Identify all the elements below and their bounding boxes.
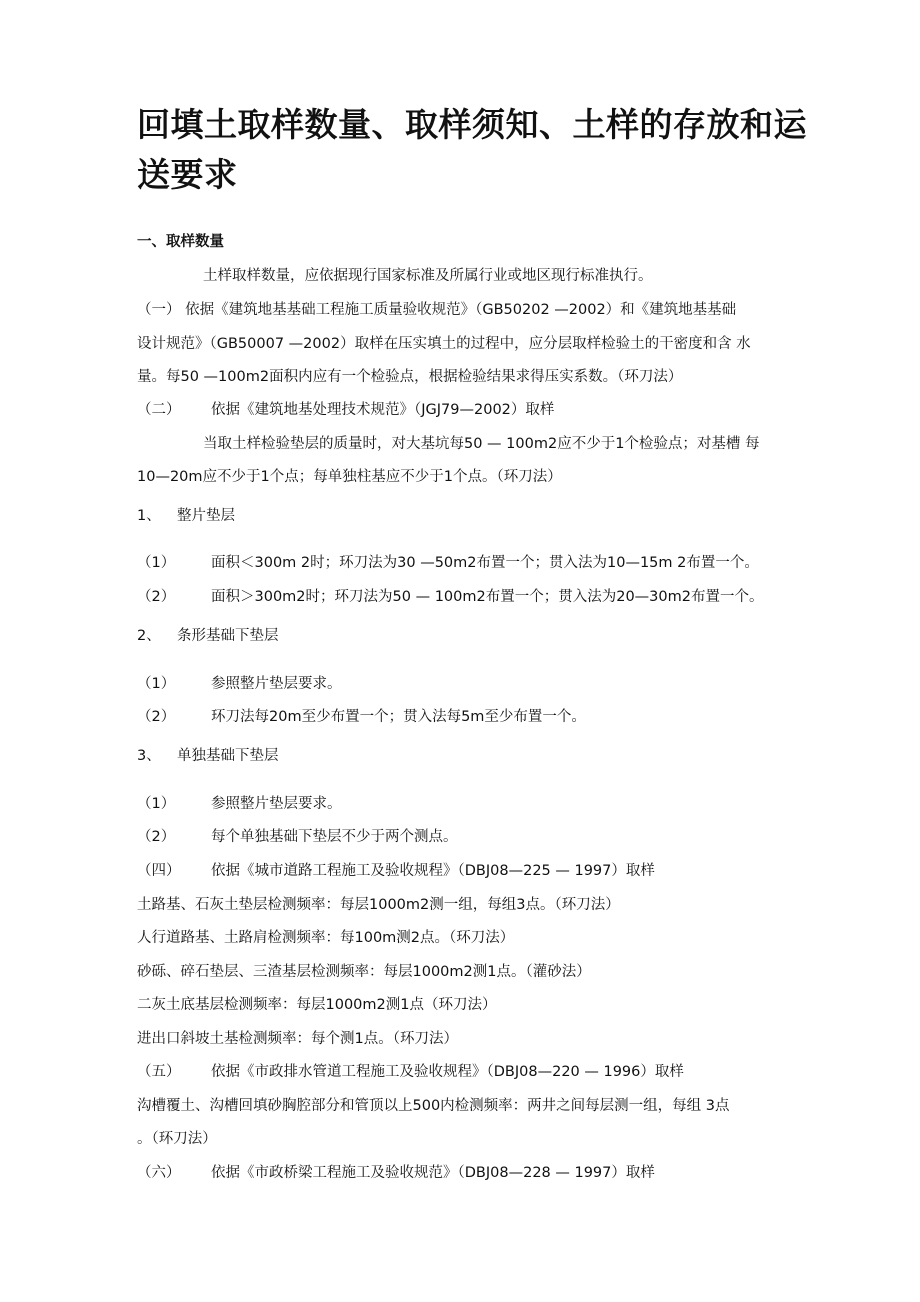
list-text: 每个单独基础下垫层不少于两个测点。	[211, 829, 458, 845]
list-item	[137, 1163, 655, 1183]
list-marker: 3、	[137, 748, 161, 764]
list-marker: （2）	[137, 829, 176, 845]
subheading	[137, 506, 235, 526]
subheading	[137, 746, 279, 766]
list-item	[137, 400, 554, 420]
list-item	[137, 861, 655, 881]
list-text: 依据《城市道路工程施工及验收规程》（DBJ08—225 — 1997）取样	[211, 863, 655, 879]
paragraph: 。（环刀法）	[137, 1131, 217, 1147]
list-text: 环刀法每20m至少布置一个；贯入法每5m至少布置一个。	[211, 709, 586, 725]
list-text: 参照整片垫层要求。	[211, 676, 342, 692]
paragraph: 沟槽覆土、沟槽回填砂胸腔部分和管顶以上500内检测频率：两井之间每层测一组，每组 3点	[137, 1098, 730, 1114]
list-text: 面积＞300m2时；环刀法为50 — 100m2布置一个；贯入法为20—30m2布置一个。	[211, 589, 764, 605]
list-text: 单独基础下垫层	[177, 748, 279, 764]
list-marker: 1、	[137, 508, 161, 524]
list-marker: （五）	[137, 1064, 181, 1080]
list-marker: （1）	[137, 555, 176, 571]
paragraph: 人行道路基、土路肩检测频率：每100m测2点。（环刀法）	[137, 930, 515, 946]
list-marker: （六）	[137, 1165, 181, 1181]
paragraph: 二灰土底基层检测频率：每层1000m2测1点（环刀法）	[137, 997, 497, 1013]
title-line-1: 回填土取样数量、取样须知、土样的存放和运	[137, 105, 807, 144]
page-title	[137, 100, 837, 200]
list-item	[137, 1062, 684, 1082]
list-text: 条形基础下垫层	[177, 628, 279, 644]
list-marker: （2）	[137, 709, 176, 725]
section-heading: 一、取样数量	[137, 234, 224, 250]
list-item	[137, 794, 342, 814]
list-item	[137, 553, 759, 573]
list-item	[137, 587, 763, 607]
paragraph: （一） 依据《建筑地基基础工程施工质量验收规范》（GB50202 —2002）和《建筑地基基础	[137, 302, 737, 318]
title-line-2: 送要求	[137, 155, 238, 194]
list-item	[137, 707, 586, 727]
list-text: 依据《市政桥梁工程施工及验收规范》（DBJ08—228 — 1997）取样	[211, 1165, 655, 1181]
list-marker: 2、	[137, 628, 161, 644]
paragraph: 设计规范》（GB50007 —2002）取样在压实填土的过程中，应分层取样检验土的干密度和含 水	[137, 336, 751, 352]
list-marker: （二）	[137, 402, 181, 418]
paragraph: 土路基、石灰土垫层检测频率：每层1000m2测一组，每组3点。（环刀法）	[137, 897, 620, 913]
list-text: 依据《建筑地基处理技术规范》（JGJ79—2002）取样	[211, 402, 555, 418]
list-text: 参照整片垫层要求。	[211, 796, 342, 812]
list-item	[137, 827, 458, 847]
list-marker: （2）	[137, 589, 176, 605]
list-item	[137, 674, 342, 694]
list-text: 面积＜300m 2时；环刀法为30 —50m2布置一个；贯入法为10—15m 2布置一个。	[211, 555, 759, 571]
list-marker: （1）	[137, 796, 176, 812]
list-marker: （四）	[137, 863, 181, 879]
list-marker: （1）	[137, 676, 176, 692]
subheading	[137, 626, 279, 646]
list-text: 依据《市政排水管道工程施工及验收规程》（DBJ08—220 — 1996）取样	[211, 1064, 684, 1080]
paragraph: 进出口斜坡土基检测频率：每个测1点。（环刀法）	[137, 1031, 458, 1047]
paragraph: 当取土样检验垫层的质量时，对大基坑每50 — 100m2应不少于1个检验点；对基槽 每	[203, 436, 760, 452]
paragraph: 10—20m应不少于1个点；每单独柱基应不少于1个点。（环刀法）	[137, 469, 562, 485]
list-text: 整片垫层	[177, 508, 235, 524]
paragraph: 砂砾、碎石垫层、三渣基层检测频率：每层1000m2测1点。（灌砂法）	[137, 964, 591, 980]
paragraph: 量。每50 —100m2面积内应有一个检验点，根据检验结果求得压实系数。（环刀法）	[137, 369, 683, 385]
paragraph: 土样取样数量，应依据现行国家标准及所属行业或地区现行标准执行。	[203, 268, 653, 284]
